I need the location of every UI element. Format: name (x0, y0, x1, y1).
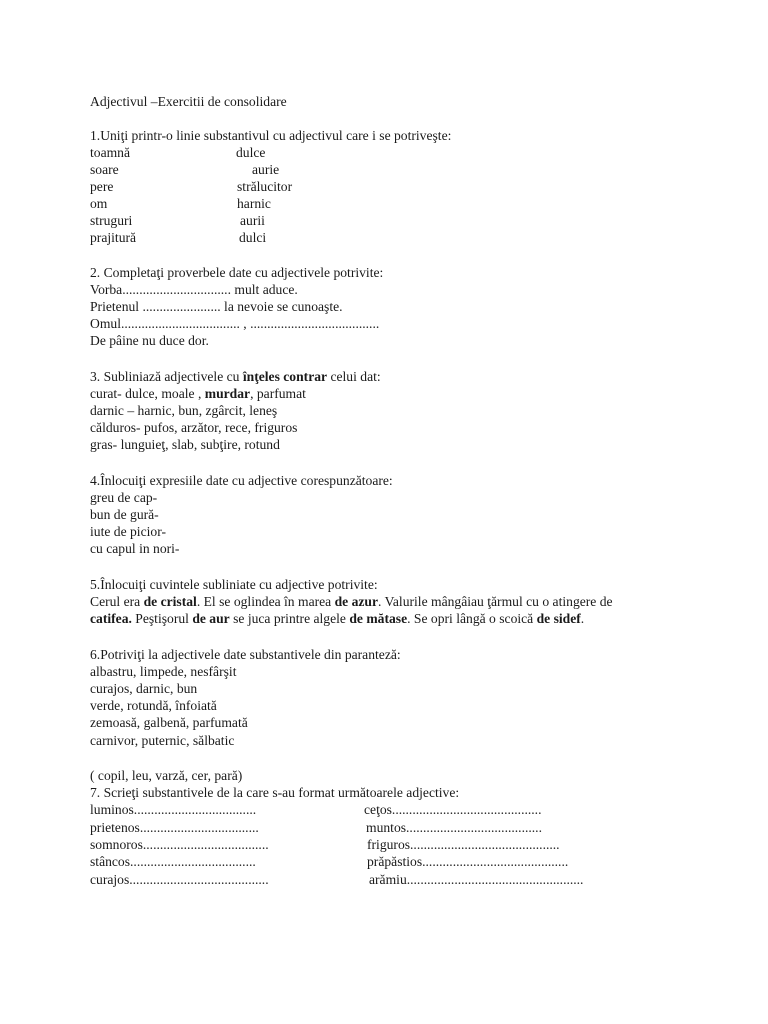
list-item: cu capul in nori- (90, 541, 180, 556)
ex5-paragraph-line-1: Cerul era de cristal. El se oglindea în marea de azur. Valurile mângâiau ţărmul cu o atingere de (90, 594, 613, 609)
list-item: verde, rotundă, înfoiată (90, 698, 217, 713)
table-row: curajos......................................... arămiu.................................................... (90, 872, 584, 887)
list-item: soare aurie (90, 162, 280, 177)
list-item: greu de cap- (90, 490, 158, 505)
list-item: Prietenul ....................... la nevoie se cunoaşte. (90, 299, 343, 314)
list-item: Omul................................... , ...................................... (90, 316, 380, 331)
list-item: toamnă dulce (90, 145, 266, 160)
list-item: om harnic (90, 196, 271, 211)
ex6-heading: 6.Potriviţi la adjectivele date substantivele din paranteză: (90, 647, 401, 662)
list-item: curat- dulce, moale , murdar, parfumat (90, 386, 306, 401)
page-title: Adjectivul –Exercitii de consolidare (90, 94, 287, 109)
table-row: stâncos..................................... prăpăstios........................................... (90, 854, 569, 869)
table-row: luminos.................................... ceţos............................................ (90, 802, 542, 817)
list-item: struguri aurii (90, 213, 265, 228)
list-item: carnivor, puternic, sălbatic (90, 733, 235, 748)
table-row: prietenos................................... muntos........................................ (90, 820, 542, 835)
list-item: Vorba................................ mult aduce. (90, 282, 298, 297)
list-item: darnic – harnic, bun, zgârcit, leneş (90, 403, 278, 418)
list-item: De pâine nu duce dor. (90, 333, 209, 348)
ex7-heading: 7. Scrieţi substantivele de la care s-au format următoarele adjective: (90, 785, 460, 800)
ex2-heading: 2. Completaţi proverbele date cu adjectivele potrivite: (90, 265, 384, 280)
list-item: bun de gură- (90, 507, 159, 522)
list-item: albastru, limpede, nesfârşit (90, 664, 237, 679)
ex3-heading: 3. Subliniază adjectivele cu înţeles contrar celui dat: (90, 369, 381, 384)
ex5-heading: 5.Înlocuiţi cuvintele subliniate cu adjective potrivite: (90, 577, 378, 592)
ex6-options: ( copil, leu, varză, cer, pară) (90, 768, 243, 783)
ex1-heading: 1.Uniţi printr-o linie substantivul cu adjectivul care i se potriveşte: (90, 128, 452, 143)
ex5-paragraph-line-2: catifea. Peştişorul de aur se juca printre algele de mătase. Se opri lângă o scoică de sidef. (90, 611, 585, 626)
list-item: iute de picior- (90, 524, 166, 539)
list-item: călduros- pufos, arzător, rece, friguros (90, 420, 298, 435)
list-item: zemoasă, galbenă, parfumată (90, 715, 248, 730)
list-item: curajos, darnic, bun (90, 681, 198, 696)
list-item: pere strălucitor (90, 179, 293, 194)
ex4-heading: 4.Înlocuiţi expresiile date cu adjective corespunzătoare: (90, 473, 393, 488)
list-item: gras- lunguieţ, slab, subţire, rotund (90, 437, 280, 452)
list-item: prajitură dulci (90, 230, 267, 245)
table-row: somnoros..................................... friguros............................................ (90, 837, 560, 852)
